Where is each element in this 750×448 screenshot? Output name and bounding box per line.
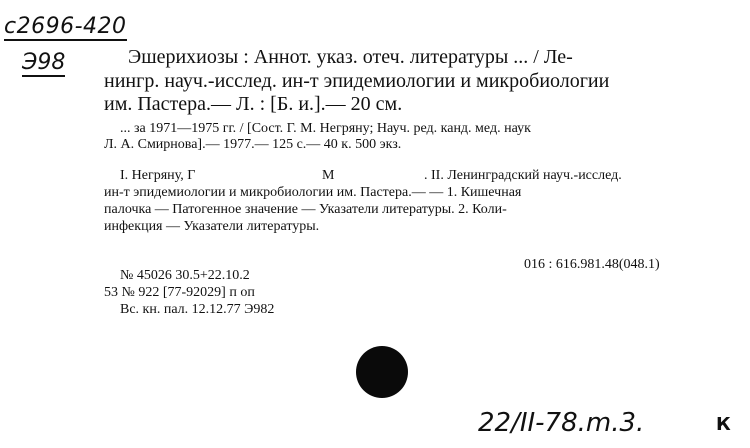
corner-mark: К	[716, 414, 731, 435]
part-line-2: Л. А. Смирнова].— 1977.— 125 с.— 40 к. 500 экз.	[104, 137, 402, 152]
imprint-line-1: № 45026 30.5+22.10.2	[120, 268, 250, 283]
tracing-line-1c: . II. Ленинградский науч.-исслед.	[424, 168, 622, 183]
tracing-line-4: инфекция — Указатели литературы.	[104, 219, 320, 234]
title-line-1: Эшерихиозы : Аннот. указ. отеч. литературы ... / Ле-	[128, 46, 573, 68]
tracing-line-1a: I. Негряну, Г	[120, 168, 196, 183]
classification-number: 016 : 616.981.48(048.1)	[524, 257, 660, 272]
tracing-line-3: палочка — Патогенное значение — Указатели литературы. 2. Коли-	[104, 202, 507, 217]
tracing-line-1b: М	[322, 168, 335, 183]
punch-hole	[356, 346, 408, 398]
index-code: Э98	[22, 50, 66, 75]
imprint-line-2: 53 № 922 [77-92029] п оп	[104, 285, 255, 300]
date-note: 22/II-78.m.3.	[478, 408, 645, 438]
shelf-number: с2696-420	[4, 14, 127, 39]
part-line-1: ... за 1971—1975 гг. / [Сост. Г. М. Негряну; Науч. ред. канд. мед. наук	[120, 121, 531, 136]
tracing-line-2: ин-т эпидемиологии и микробиологии им. Пастера.— — 1. Кишечная	[104, 185, 522, 200]
title-line-3: им. Пастера.— Л. : [Б. и.].— 20 см.	[104, 93, 403, 115]
title-line-2: нингр. науч.-исслед. ин-т эпидемиологии и микробиологии	[104, 70, 610, 92]
imprint-line-3: Вс. кн. пал. 12.12.77 Э982	[120, 302, 275, 317]
